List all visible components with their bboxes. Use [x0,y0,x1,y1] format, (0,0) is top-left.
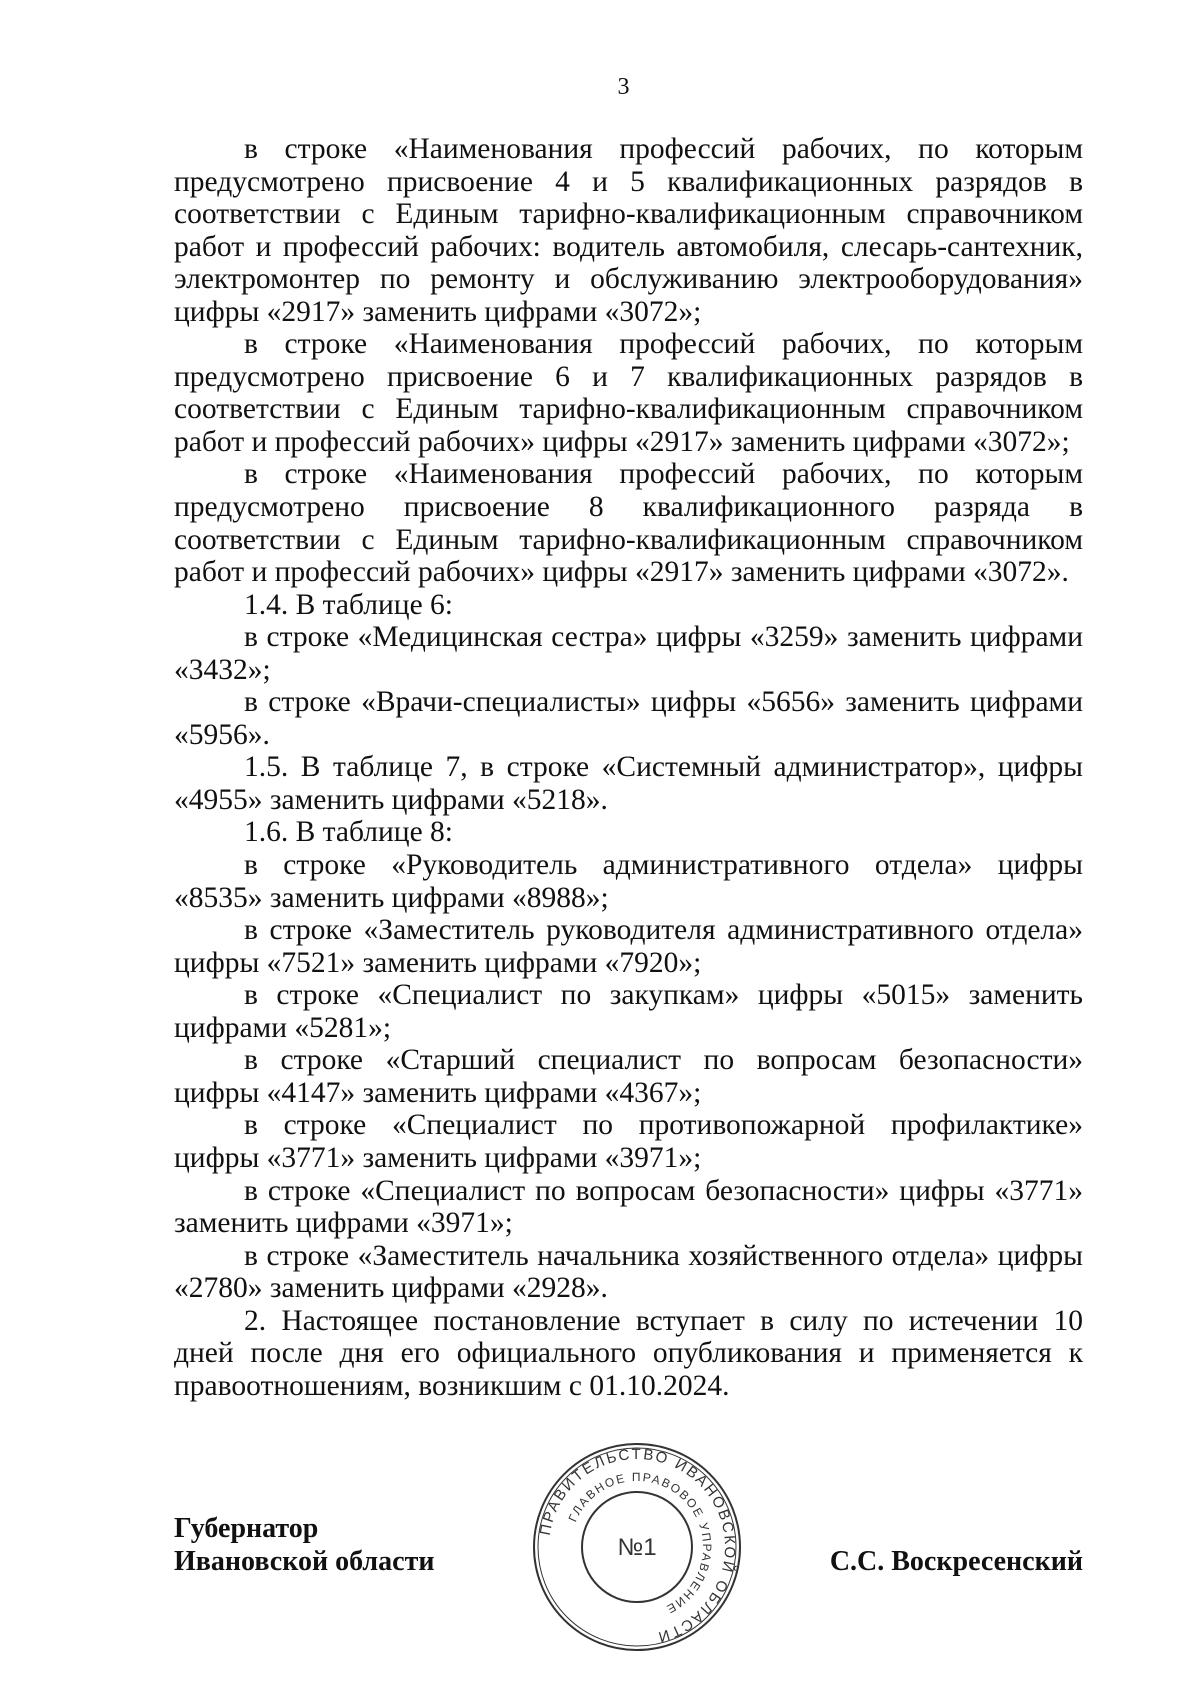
paragraph: 1.5. В таблице 7, в строке «Системный администратор», цифры «4955» заменить цифрами «5218». [174,751,1083,816]
paragraph: 2. Настоящее постановление вступает в силу по истечении 10 дней после дня его официального опубликования и применяется к правоотношениям, возникшим с 01.10.2024. [174,1304,1083,1402]
paragraph: в строке «Специалист по вопросам безопасности» цифры «3771» заменить цифрами «3971»; [174,1174,1083,1240]
paragraph: в строке «Заместитель руководителя административного отдела» цифры «7521» заменить цифрами «7920»; [174,914,1083,979]
paragraph: в строке «Специалист по закупкам» цифры «5015» заменить цифрами «5281»; [174,979,1083,1044]
paragraph: в строке «Руководитель административного отдела» цифры «8535» заменить цифрами «8988»; [174,849,1083,914]
section-heading: 1.4. В таблице 6: [244,588,454,621]
signatory-title [174,1512,434,1578]
signatory-name: С.С. Воскресенский [829,1546,1083,1577]
paragraph: в строке «Заместитель начальника хозяйственного отдела» цифры «2780» заменить цифрами «2928». [174,1239,1083,1305]
stamp-outer-text: ПРАВИТЕЛЬСТВО ИВАНОВСКОЙ ОБЛАСТИ [536,1445,739,1646]
paragraph: в строке «Специалист по противопожарной профилактике» цифры «3771» заменить цифрами «3971»; [174,1109,1083,1174]
signatory-title-line: Губернатор [174,1513,319,1544]
stamp-number: №1 [617,1534,657,1561]
section-heading: 1.6. В таблице 8: [244,816,454,849]
paragraph: в строке «Врачи-специалисты» цифры «5656» заменить цифрами «5956». [174,686,1083,751]
paragraph: в строке «Наименования профессий рабочих, по которым предусмотрено присвоение 8 квалификационного разряда в соответствии с Единым тарифно-квалификационным справочником работ и профессий рабочих» цифры «2917» заменить цифрами «3072». [174,458,1083,589]
paragraph: в строке «Наименования профессий рабочих, по которым предусмотрено присвоение 6 и 7 квалификационных разрядов в соответствии с Единым тарифно-квалификационным справочником работ и профессий рабочих» цифры «2917» заменить цифрами «3072»; [174,328,1083,458]
paragraph: в строке «Медицинская сестра» цифры «3259» заменить цифрами «3432»; [174,621,1083,686]
official-stamp [532,1442,742,1652]
signatory-title-line: Ивановской области [174,1546,435,1577]
paragraph: в строке «Старший специалист по вопросам безопасности» цифры «4147» заменить цифрами «4367»; [174,1044,1083,1109]
document-body [174,133,1083,1402]
page-number: 3 [617,74,630,100]
paragraph: в строке «Наименования профессий рабочих, по которым предусмотрено присвоение 4 и 5 квалификационных разрядов в соответствии с Единым тарифно-квалификационным справочником работ и профессий рабочих: водитель автомобиля, слесарь-сантехник, электромонтер по ремонту и обслуживанию электрооборудования» цифры «2917» заменить цифрами «3072»; [174,133,1083,328]
stamp-inner-text: ГЛАВНОЕ ПРАВОВОЕ УПРАВЛЕНИЕ [565,1469,715,1617]
